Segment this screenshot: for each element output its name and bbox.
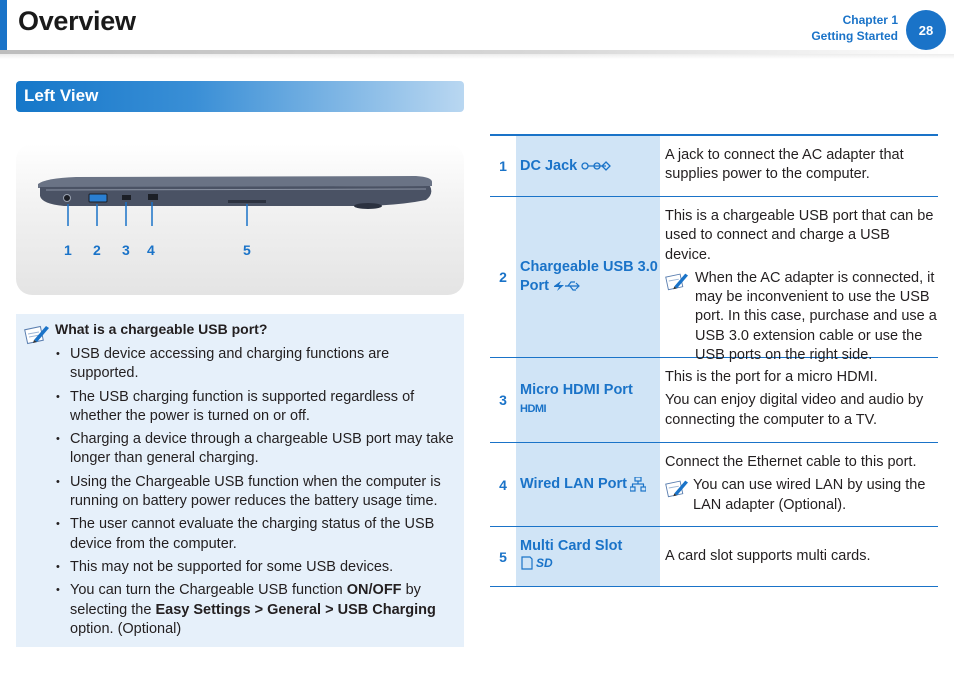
page-number-badge: 28 — [906, 10, 946, 50]
port-description: A card slot supports multi cards. — [665, 548, 871, 564]
page-title: Overview — [18, 6, 136, 36]
port-name: Micro HDMI Port — [520, 382, 633, 398]
chargeable-usb-note — [16, 314, 464, 647]
header-accent-bar — [0, 0, 7, 52]
port-name: DC Jack — [520, 157, 578, 174]
dc-jack-port — [64, 195, 71, 202]
lan-port — [148, 194, 158, 200]
port-description: A jack to connect the AC adapter that supplies power to the computer. — [665, 147, 904, 183]
port-number-1: 1 — [64, 242, 72, 258]
note-pencil-icon — [665, 477, 689, 499]
port-number-4: 4 — [147, 242, 155, 258]
row-number: 1 — [499, 158, 507, 174]
header-shadow — [0, 54, 954, 59]
port-name-cell — [516, 358, 660, 442]
section-header — [16, 81, 464, 112]
note-pencil-icon — [665, 270, 689, 292]
port-name: Multi Card Slot — [520, 538, 623, 554]
dc-jack-icon — [580, 161, 614, 171]
port-name: Chargeable USB 3.0 Port — [520, 259, 658, 294]
table-row — [490, 443, 938, 527]
note-title: What is a chargeable USB port? — [55, 321, 268, 337]
laptop-left-view-illustration — [16, 144, 464, 295]
port-name-cell — [516, 443, 660, 526]
table-row — [490, 358, 938, 443]
svg-text:SD: SD — [536, 556, 553, 570]
row-note-text: You can use wired LAN by using the LAN adapter (Optional). — [693, 477, 926, 513]
chapter-label — [811, 12, 898, 44]
port-name-cell — [516, 527, 660, 586]
port-description: Connect the Ethernet cable to this port. You can use wired LAN by using the LAN adapter (Optional). — [660, 443, 938, 525]
lan-icon — [630, 477, 646, 492]
hdmi-icon — [520, 403, 566, 413]
list-item: • The USB charging function is supported regardless of whether the power is turned on or off. — [54, 388, 460, 427]
list-item: • You can turn the Chargeable USB function ON/OFF by selecting the Easy Settings > General > USB Charging option. (Optional) — [54, 581, 460, 639]
laptop-foot — [354, 203, 382, 209]
usb-port — [89, 194, 107, 202]
port-description: This is a chargeable USB port that can be used to connect and charge a USB device. When the AC adapter is connected, it may be inconvenient to use the USB port. In this case, purchase and use a USB 3.0 extension cable or use the USB ports on the right side. — [660, 197, 938, 375]
card-slot — [228, 200, 266, 203]
port-name-cell — [516, 136, 660, 196]
port-number-3: 3 — [122, 242, 130, 258]
list-item: • Charging a device through a chargeable USB port may take longer than general charging. — [54, 430, 460, 469]
list-item: • The user cannot evaluate the charging status of the USB device from the computer. — [54, 515, 460, 554]
note-list — [54, 345, 460, 643]
chapter-number: Chapter 1 — [842, 13, 898, 27]
row-number: 5 — [499, 548, 507, 565]
menu-path: Easy Settings > General > USB Charging — [155, 601, 436, 618]
list-item: • This may not be supported for some USB devices. — [54, 558, 460, 577]
laptop-side-drawing — [16, 144, 464, 295]
ports-table — [490, 134, 938, 587]
row-note — [665, 476, 938, 515]
port-name-cell — [516, 197, 660, 357]
svg-text:HDMI: HDMI — [520, 403, 547, 413]
sd-card-icon — [520, 556, 564, 570]
port-number-2: 2 — [93, 242, 101, 258]
hdmi-port — [122, 195, 131, 200]
note-pencil-icon — [24, 322, 50, 346]
row-number: 2 — [499, 269, 507, 285]
port-name: Wired LAN Port — [520, 476, 628, 492]
port-number-5: 5 — [243, 242, 251, 258]
row-number: 3 — [499, 392, 507, 408]
on-off-label: ON/OFF — [346, 582, 402, 599]
usb-charging-icon — [552, 280, 580, 292]
row-note-text: When the AC adapter is connected, it may be inconvenient to use the USB port. In this case, purchase and use a USB 3.0 extension cable or use the USB ports on the right side. — [695, 269, 937, 364]
table-row — [490, 197, 938, 364]
row-note — [665, 269, 938, 365]
section-title: Left View — [24, 86, 99, 105]
table-row — [490, 136, 938, 197]
chapter-name: Getting Started — [811, 29, 898, 43]
row-number: 4 — [499, 476, 507, 493]
list-item: • Using the Chargeable USB function when the computer is running on battery power reduces the battery usage time. — [54, 473, 460, 512]
list-item: • USB device accessing and charging functions are supported. — [54, 345, 460, 384]
table-row — [490, 527, 938, 587]
port-description: This is the port for a micro HDMI. You can enjoy digital video and audio by connecting the computer to a TV. — [665, 369, 924, 428]
